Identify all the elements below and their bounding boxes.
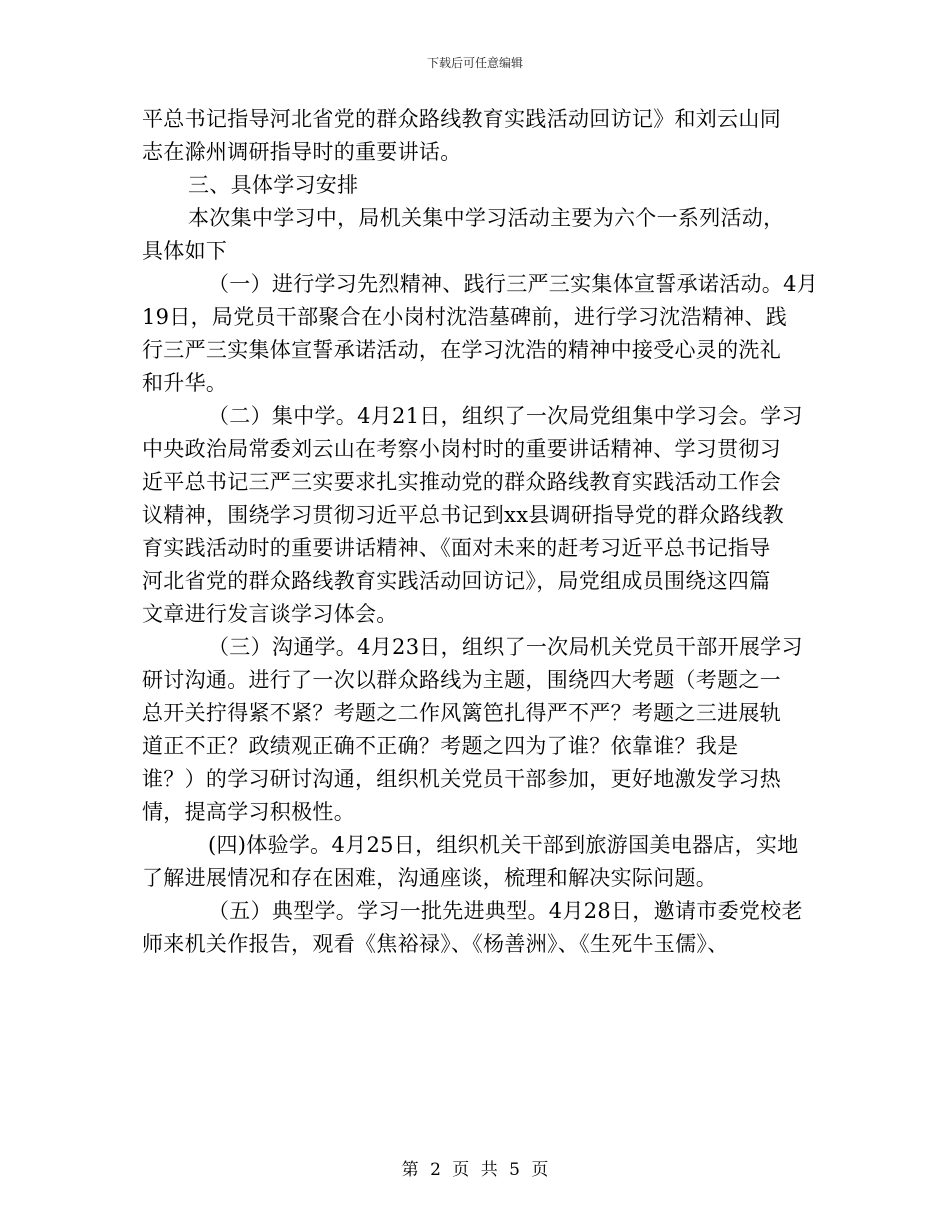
document-body [142, 106, 819, 964]
text-line: （三）沟通学。4月23日，组织了一次局机关党员干部开展学习 [208, 635, 803, 659]
text-line: 平总书记指导河北省党的群众路线教育实践活动回访记》和刘云山同 [142, 107, 781, 131]
text-line: 志在滁州调研指导时的重要讲话。 [142, 140, 462, 164]
text-line: 文章进行发言谈学习体会。 [142, 602, 398, 626]
text-line: 研讨沟通。进行了一次以群众路线为主题，围绕四大考题（考题之一 [142, 668, 781, 692]
text-line: 议精神，围绕学习贯彻习近平总书记到xx县调研指导党的群众路线教 [142, 503, 784, 527]
page-header: 下载后可任意编辑 [426, 56, 523, 70]
text-line: （五）典型学。学习一批先进典型。4月28日，邀请市委党校老 [208, 899, 803, 923]
section-heading: 三、具体学习安排 [188, 173, 359, 197]
text-line: 育实践活动时的重要讲话精神、《面对未来的赶考习近平总书记指导 [142, 536, 771, 560]
text-line: 具体如下 [142, 239, 228, 263]
text-line: 了解进展情况和存在困难，沟通座谈，梳理和解决实际问题。 [142, 866, 718, 890]
text-line: 行三严三实集体宣誓承诺活动，在学习沈浩的精神中接受心灵的洗礼 [142, 338, 781, 362]
text-line: (四)体验学。4月25日，组织机关干部到旅游国美电器店，实地 [208, 833, 799, 857]
text-line: 19日，局党员干部聚合在小岗村沈浩墓碑前，进行学习沈浩精神、践 [142, 305, 788, 329]
text-line: 总开关拧得紧不紧？考题之二作风篱笆扎得严不严？考题之三进展轨 [142, 701, 781, 725]
text-line: 本次集中学习中，局机关集中学习活动主要为六个一系列活动， [188, 206, 785, 230]
text-line: 中央政治局常委刘云山在考察小岗村时的重要讲话精神、学习贯彻习 [142, 437, 781, 461]
text-line: 和升华。 [142, 371, 228, 395]
text-line: 师来机关作报告，观看《焦裕禄》、《杨善洲》、《生死牛玉儒》、 [142, 932, 729, 956]
text-line: 河北省党的群众路线教育实践活动回访记》，局党组成员围绕这四篇 [142, 569, 771, 593]
text-line: 道正不正？政绩观正确不正确？考题之四为了谁？依靠谁？我是 [142, 734, 739, 758]
text-line: （一）进行学习先烈精神、践行三严三实集体宣誓承诺活动。4月 [208, 272, 819, 296]
page-number-footer: 第 2 页 共 5 页 [401, 1160, 549, 1180]
text-line: （二）集中学。4月21日，组织了一次局党组集中学习会。学习 [208, 404, 803, 428]
text-line: 近平总书记三严三实要求扎实推动党的群众路线教育实践活动工作会 [142, 470, 781, 494]
text-line: 情，提高学习积极性。 [142, 800, 355, 824]
text-line: 谁？）的学习研讨沟通，组织机关党员干部参加，更好地激发学习热 [142, 767, 781, 791]
